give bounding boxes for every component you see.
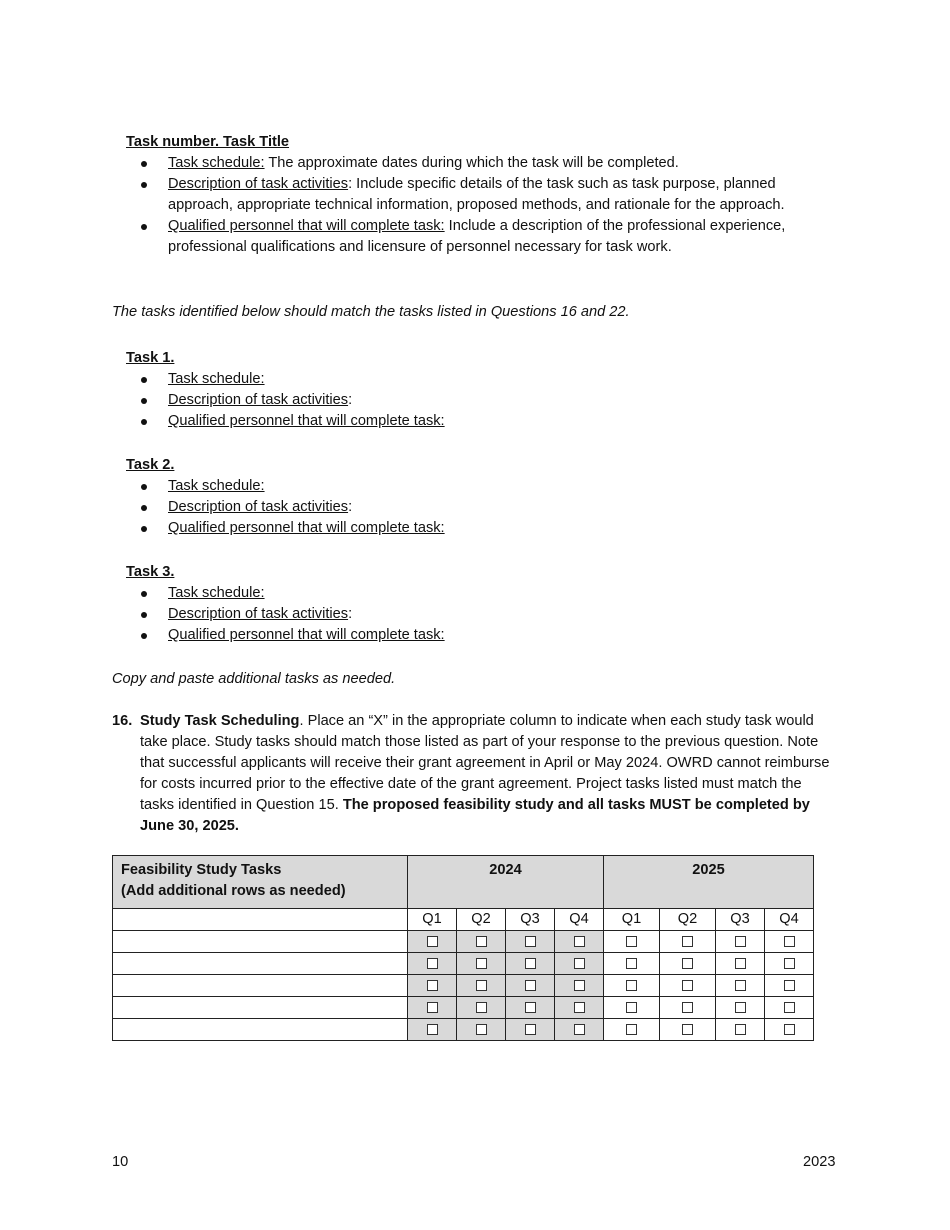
checkbox[interactable] [525,936,536,947]
checkbox[interactable] [427,1002,438,1013]
bullet-icon [141,612,147,618]
checkbox[interactable] [784,1002,795,1013]
quarter-cell [457,997,506,1019]
quarter-cell [604,997,660,1019]
checkbox[interactable] [525,980,536,991]
quarter-header-row [113,909,814,931]
task-template-heading: Task number. Task Title [126,134,290,150]
task-name-cell[interactable] [113,931,408,953]
list-item: Description of task activities: [126,390,838,411]
quarter-cell [716,975,765,997]
quarter-cell [506,1019,555,1041]
list-item: Task schedule: [126,583,838,604]
task-3 [126,562,838,646]
checkbox[interactable] [427,936,438,947]
quarter-cell [604,1019,660,1041]
list-item: Description of task activities: [126,604,838,625]
question-number: 16. [112,713,133,729]
task-name-cell[interactable] [113,953,408,975]
quarter-cell [457,975,506,997]
checkbox[interactable] [784,1024,795,1035]
checkbox[interactable] [784,958,795,969]
quarter-cell [716,953,765,975]
bullet-icon [141,224,147,230]
checkbox[interactable] [735,1024,746,1035]
checkbox[interactable] [525,1002,536,1013]
quarter-cell [765,931,814,953]
quarter-cell [716,931,765,953]
checkbox[interactable] [784,980,795,991]
checkbox[interactable] [682,958,693,969]
checkbox[interactable] [682,1002,693,1013]
task-2 [126,455,838,539]
table-row [113,953,814,975]
bullet-icon [141,505,147,511]
quarter-cell [660,931,716,953]
quarter-cell [506,953,555,975]
checkbox[interactable] [574,958,585,969]
quarter-cell [408,1019,457,1041]
checkbox[interactable] [525,958,536,969]
quarter-header: Q4 [555,909,604,931]
question-title: Study Task Scheduling [140,713,300,729]
checkbox[interactable] [476,936,487,947]
task-name-cell[interactable] [113,997,408,1019]
checkbox[interactable] [476,1024,487,1035]
quarter-cell [555,997,604,1019]
quarter-cell [660,1019,716,1041]
quarter-cell [408,953,457,975]
question-16 [112,711,832,837]
checkbox[interactable] [476,958,487,969]
quarter-cell [408,997,457,1019]
quarter-header: Q4 [765,909,814,931]
table-row [113,931,814,953]
bullet-icon [141,398,147,404]
checkbox[interactable] [784,936,795,947]
quarter-cell [555,1019,604,1041]
checkbox[interactable] [626,980,637,991]
quarter-cell [457,953,506,975]
quarter-cell [457,931,506,953]
task-name-cell[interactable] [113,1019,408,1041]
bullet-icon [141,419,147,425]
quarter-cell [506,931,555,953]
bullet-icon [141,161,147,167]
quarter-cell [765,1019,814,1041]
schedule-table [112,855,814,1041]
quarter-header: Q3 [506,909,555,931]
bullet-icon [141,633,147,639]
quarter-cell [457,1019,506,1041]
task-template [126,132,838,258]
year-header-2025: 2025 [604,856,814,909]
checkbox[interactable] [574,980,585,991]
task-1 [126,348,838,432]
list-item: Qualified personnel that will complete task: [126,518,838,539]
quarter-cell [506,975,555,997]
task-heading: Task 1. [126,350,175,366]
footer-year: 2023 [803,1154,836,1170]
quarter-cell [765,997,814,1019]
list-item: Task schedule: The approximate dates during which the task will be completed. [126,153,838,174]
quarter-header: Q1 [408,909,457,931]
checkbox[interactable] [626,958,637,969]
quarter-header: Q1 [604,909,660,931]
list-item: Task schedule: [126,369,838,390]
checkbox[interactable] [682,1024,693,1035]
checkbox[interactable] [735,980,746,991]
checkbox[interactable] [735,958,746,969]
checkbox[interactable] [682,936,693,947]
checkbox[interactable] [427,1024,438,1035]
quarter-cell [765,975,814,997]
tasks-note: The tasks identified below should match the tasks listed in Questions 16 and 22. [112,304,630,320]
checkbox[interactable] [626,936,637,947]
checkbox[interactable] [626,1024,637,1035]
list-item: Qualified personnel that will complete task: [126,411,838,432]
quarter-cell [408,975,457,997]
quarter-cell [660,997,716,1019]
table-header-tasks: Feasibility Study Tasks (Add additional rows as needed) [113,856,408,909]
bullet-icon [141,377,147,383]
task-heading: Task 2. [126,457,175,473]
bullet-icon [141,182,147,188]
bullet-icon [141,526,147,532]
question-emphasis: The proposed feasibility study and all tasks MUST be completed by June 30, 2025. [140,797,810,834]
quarter-cell [555,975,604,997]
quarter-header: Q2 [660,909,716,931]
quarter-cell [604,931,660,953]
quarter-cell [604,975,660,997]
checkbox[interactable] [427,958,438,969]
quarter-cell [716,997,765,1019]
list-item: Description of task activities: Include specific details of the task such as task purpose, planned approach, appropriate technical information, proposed methods, and rationale for the approach. [126,174,838,216]
quarter-cell [765,953,814,975]
quarter-cell [555,953,604,975]
checkbox[interactable] [574,1002,585,1013]
list-item: Qualified personnel that will complete task: Include a description of the professional experience, professional qualifications and licensure of personnel necessary for task work. [126,216,838,258]
table-row [113,1019,814,1041]
checkbox[interactable] [735,936,746,947]
quarter-cell [408,931,457,953]
page-number: 10 [112,1154,129,1170]
task-name-cell[interactable] [113,975,408,997]
quarter-cell [506,997,555,1019]
table-row [113,975,814,997]
question-text: Study Task Scheduling. Place an “X” in the appropriate column to indicate when each study task would take place. Study tasks should match those listed as part of your response to the previous question. Note that successful applicants will receive their grant agreement in April or May 2024. OWRD cannot reimburse for costs incurred prior to the effective date of the grant agreement. Project tasks listed must match the tasks identified in Question 15. The proposed feasibility study and all tasks MUST be completed by June 30, 2025. [140,713,830,834]
checkbox[interactable] [427,980,438,991]
checkbox[interactable] [574,936,585,947]
quarter-cell [604,953,660,975]
quarter-cell [716,1019,765,1041]
list-item: Qualified personnel that will complete task: [126,625,838,646]
checkbox[interactable] [476,980,487,991]
bullet-icon [141,484,147,490]
quarter-cell [555,931,604,953]
copy-note: Copy and paste additional tasks as needed. [112,671,396,687]
checkbox[interactable] [682,980,693,991]
year-header-2024: 2024 [408,856,604,909]
quarter-cell [660,953,716,975]
list-item: Task schedule: [126,476,838,497]
quarter-cell [660,975,716,997]
checkbox[interactable] [525,1024,536,1035]
list-item: Description of task activities: [126,497,838,518]
checkbox[interactable] [626,1002,637,1013]
checkbox[interactable] [574,1024,585,1035]
table-row [113,997,814,1019]
task-template-list [126,153,838,258]
quarter-header-blank [113,909,408,931]
task-heading: Task 3. [126,564,175,580]
quarter-header: Q3 [716,909,765,931]
checkbox[interactable] [735,1002,746,1013]
quarter-header: Q2 [457,909,506,931]
checkbox[interactable] [476,1002,487,1013]
bullet-icon [141,591,147,597]
